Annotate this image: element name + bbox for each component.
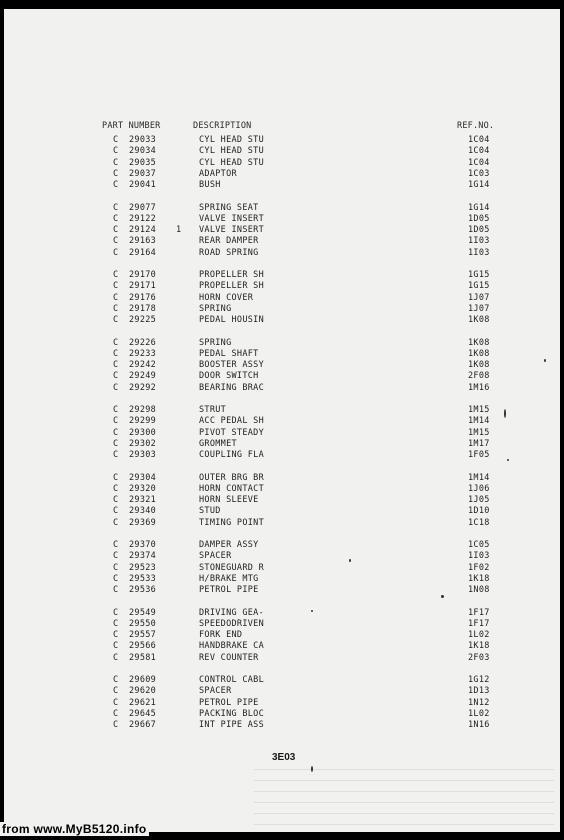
part-prefix: C xyxy=(113,428,119,438)
parts-row xyxy=(4,574,560,585)
part-prefix: C xyxy=(113,405,119,415)
part-number: 29164 xyxy=(129,248,157,258)
part-prefix: C xyxy=(113,585,119,595)
scan-speck xyxy=(544,359,546,362)
parts-row xyxy=(4,236,560,247)
part-prefix: C xyxy=(113,349,119,359)
ref-number: 1M16 xyxy=(468,383,490,393)
part-number: 29035 xyxy=(129,158,157,168)
part-description: PEDAL SHAFT xyxy=(199,349,259,359)
part-number: 29523 xyxy=(129,563,157,573)
part-prefix: C xyxy=(113,214,119,224)
ref-number: 1M15 xyxy=(468,405,490,415)
part-prefix: C xyxy=(113,495,119,505)
part-description: CYL HEAD STU xyxy=(199,135,265,145)
part-description: REV COUNTER xyxy=(199,653,259,663)
parts-row xyxy=(4,248,560,259)
parts-row xyxy=(4,293,560,304)
ref-number: 1K08 xyxy=(468,315,490,325)
part-description: SPACER xyxy=(199,686,232,696)
ref-number: 1K08 xyxy=(468,360,490,370)
part-description: PETROL PIPE xyxy=(199,698,259,708)
part-number: 29163 xyxy=(129,236,157,246)
part-number: 29620 xyxy=(129,686,157,696)
part-prefix: C xyxy=(113,450,119,460)
part-prefix: C xyxy=(113,270,119,280)
source-watermark: from www.MyB5120.info xyxy=(2,822,147,836)
part-prefix: C xyxy=(113,383,119,393)
part-number: 29302 xyxy=(129,439,157,449)
ref-number: 1N16 xyxy=(468,720,490,730)
ref-number: 1F02 xyxy=(468,563,490,573)
parts-row xyxy=(4,698,560,709)
ref-number: 1I03 xyxy=(468,551,490,561)
part-description: SPRING SEAT xyxy=(199,203,259,213)
ref-number: 1K18 xyxy=(468,641,490,651)
part-description: CYL HEAD STU xyxy=(199,146,265,156)
part-number: 29249 xyxy=(129,371,157,381)
part-description: DRIVING GEA- xyxy=(199,608,265,618)
ref-number: 1I03 xyxy=(468,236,490,246)
parts-row xyxy=(4,158,560,169)
part-number: 29033 xyxy=(129,135,157,145)
parts-row xyxy=(4,405,560,416)
part-description: CYL HEAD STU xyxy=(199,158,265,168)
ref-number: 1M15 xyxy=(468,428,490,438)
part-prefix: C xyxy=(113,146,119,156)
ref-number: 1C04 xyxy=(468,158,490,168)
ref-number: 1C04 xyxy=(468,135,490,145)
ref-number: 1K08 xyxy=(468,349,490,359)
part-number: 29303 xyxy=(129,450,157,460)
part-number: 29566 xyxy=(129,641,157,651)
part-prefix: C xyxy=(113,484,119,494)
part-description: HORN COVER xyxy=(199,293,254,303)
part-description: STUD xyxy=(199,506,221,516)
part-description: SPEEDODRIVEN xyxy=(199,619,265,629)
page-code: 3E03 xyxy=(272,752,296,763)
part-prefix: C xyxy=(113,236,119,246)
parts-row xyxy=(4,653,560,664)
part-description: HANDBRAKE CA xyxy=(199,641,265,651)
part-prefix: C xyxy=(113,518,119,528)
part-description: VALVE INSERT xyxy=(199,225,265,235)
ref-number: 1N12 xyxy=(468,698,490,708)
scan-speck xyxy=(504,409,506,418)
ref-number: 1C18 xyxy=(468,518,490,528)
part-prefix: C xyxy=(113,180,119,190)
ref-number: 1F05 xyxy=(468,450,490,460)
parts-row xyxy=(4,551,560,562)
part-number: 29374 xyxy=(129,551,157,561)
parts-row xyxy=(4,540,560,551)
part-number: 29299 xyxy=(129,416,157,426)
part-number: 29298 xyxy=(129,405,157,415)
parts-row xyxy=(4,428,560,439)
part-number: 29225 xyxy=(129,315,157,325)
ref-number: 1G15 xyxy=(468,270,490,280)
part-prefix: C xyxy=(113,439,119,449)
ref-number: 1M14 xyxy=(468,473,490,483)
bleed-through-text xyxy=(254,765,554,825)
part-description: H/BRAKE MTG xyxy=(199,574,259,584)
ref-number: 1J07 xyxy=(468,293,490,303)
parts-row xyxy=(4,709,560,720)
part-prefix: C xyxy=(113,135,119,145)
ref-number: 1C04 xyxy=(468,146,490,156)
scan-speck xyxy=(349,559,351,562)
part-description: STRUT xyxy=(199,405,227,415)
parts-row xyxy=(4,225,560,236)
parts-row xyxy=(4,281,560,292)
parts-row xyxy=(4,146,560,157)
part-number: 29304 xyxy=(129,473,157,483)
part-description: PIVOT STEADY xyxy=(199,428,265,438)
part-prefix: C xyxy=(113,371,119,381)
part-description: DAMPER ASSY xyxy=(199,540,259,550)
part-prefix: C xyxy=(113,720,119,730)
part-number: 29037 xyxy=(129,169,157,179)
ref-number: 1F17 xyxy=(468,608,490,618)
part-number: 29292 xyxy=(129,383,157,393)
parts-row xyxy=(4,585,560,596)
part-number: 29077 xyxy=(129,203,157,213)
part-description: ROAD SPRING xyxy=(199,248,259,258)
part-prefix: C xyxy=(113,293,119,303)
ref-number: 1I03 xyxy=(468,248,490,258)
part-prefix: C xyxy=(113,338,119,348)
parts-row xyxy=(4,270,560,281)
part-number: 29226 xyxy=(129,338,157,348)
part-number: 29242 xyxy=(129,360,157,370)
part-description: STONEGUARD R xyxy=(199,563,265,573)
ref-number: 1F17 xyxy=(468,619,490,629)
part-number: 29122 xyxy=(129,214,157,224)
part-number: 29549 xyxy=(129,608,157,618)
ref-number: 1J07 xyxy=(468,304,490,314)
ref-number: 1K18 xyxy=(468,574,490,584)
scan-speck xyxy=(311,610,313,612)
quantity: 1 xyxy=(176,225,182,235)
part-prefix: C xyxy=(113,630,119,640)
parts-row xyxy=(4,675,560,686)
part-number: 29609 xyxy=(129,675,157,685)
part-prefix: C xyxy=(113,360,119,370)
header-part-number: PART NUMBER xyxy=(102,121,161,131)
ref-number: 1G14 xyxy=(468,180,490,190)
parts-row xyxy=(4,686,560,697)
parts-row xyxy=(4,360,560,371)
scan-speck xyxy=(507,459,509,461)
part-number: 29300 xyxy=(129,428,157,438)
parts-row xyxy=(4,720,560,731)
part-description: COUPLING FLA xyxy=(199,450,265,460)
part-prefix: C xyxy=(113,709,119,719)
parts-row xyxy=(4,563,560,574)
part-description: GROMMET xyxy=(199,439,237,449)
part-description: SPRING xyxy=(199,338,232,348)
part-description: PEDAL HOUSIN xyxy=(199,315,265,325)
part-description: VALVE INSERT xyxy=(199,214,265,224)
ref-number: 1D05 xyxy=(468,225,490,235)
part-prefix: C xyxy=(113,551,119,561)
part-prefix: C xyxy=(113,540,119,550)
part-number: 29321 xyxy=(129,495,157,505)
parts-row xyxy=(4,315,560,326)
part-prefix: C xyxy=(113,698,119,708)
part-number: 29581 xyxy=(129,653,157,663)
ref-number: 1D13 xyxy=(468,686,490,696)
part-description: PETROL PIPE xyxy=(199,585,259,595)
part-description: OUTER BRG BR xyxy=(199,473,265,483)
parts-row xyxy=(4,416,560,427)
part-number: 29370 xyxy=(129,540,157,550)
part-number: 29369 xyxy=(129,518,157,528)
parts-row xyxy=(4,473,560,484)
part-number: 29340 xyxy=(129,506,157,516)
ref-number: 1G15 xyxy=(468,281,490,291)
part-number: 29320 xyxy=(129,484,157,494)
part-description: BEARING BRAC xyxy=(199,383,265,393)
part-prefix: C xyxy=(113,641,119,651)
parts-row xyxy=(4,506,560,517)
part-number: 29176 xyxy=(129,293,157,303)
ref-number: 1L02 xyxy=(468,709,490,719)
part-prefix: C xyxy=(113,416,119,426)
part-description: BOOSTER ASSY xyxy=(199,360,265,370)
part-number: 29124 xyxy=(129,225,157,235)
part-prefix: C xyxy=(113,315,119,325)
parts-row xyxy=(4,349,560,360)
ref-number: 1D05 xyxy=(468,214,490,224)
ref-number: 1K08 xyxy=(468,338,490,348)
part-number: 29170 xyxy=(129,270,157,280)
part-description: HORN SLEEVE xyxy=(199,495,259,505)
part-number: 29233 xyxy=(129,349,157,359)
parts-row xyxy=(4,495,560,506)
part-prefix: C xyxy=(113,225,119,235)
parts-row xyxy=(4,338,560,349)
part-description: ACC PEDAL SH xyxy=(199,416,265,426)
part-prefix: C xyxy=(113,248,119,258)
parts-row xyxy=(4,439,560,450)
part-description: PACKING BLOC xyxy=(199,709,265,719)
part-number: 29621 xyxy=(129,698,157,708)
header-ref-no: REF.NO. xyxy=(457,121,495,131)
part-prefix: C xyxy=(113,653,119,663)
scan-speck xyxy=(441,595,444,598)
parts-row xyxy=(4,518,560,529)
parts-row xyxy=(4,304,560,315)
ref-number: 1G14 xyxy=(468,203,490,213)
part-description: REAR DAMPER xyxy=(199,236,259,246)
part-prefix: C xyxy=(113,506,119,516)
parts-row xyxy=(4,203,560,214)
part-prefix: C xyxy=(113,675,119,685)
part-prefix: C xyxy=(113,686,119,696)
ref-number: 1C03 xyxy=(468,169,490,179)
part-prefix: C xyxy=(113,574,119,584)
ref-number: 1C05 xyxy=(468,540,490,550)
part-description: PROPELLER SH xyxy=(199,270,265,280)
part-description: FORK END xyxy=(199,630,243,640)
part-prefix: C xyxy=(113,158,119,168)
parts-row xyxy=(4,630,560,641)
part-description: DOOR SWITCH xyxy=(199,371,259,381)
ref-number: 2F08 xyxy=(468,371,490,381)
parts-row xyxy=(4,214,560,225)
ref-number: 1N08 xyxy=(468,585,490,595)
parts-row xyxy=(4,180,560,191)
part-number: 29171 xyxy=(129,281,157,291)
parts-row xyxy=(4,641,560,652)
part-description: HORN CONTACT xyxy=(199,484,265,494)
microfiche-page xyxy=(4,9,560,832)
ref-number: 1J05 xyxy=(468,495,490,505)
part-prefix: C xyxy=(113,203,119,213)
part-prefix: C xyxy=(113,169,119,179)
part-number: 29557 xyxy=(129,630,157,640)
ref-number: 1L02 xyxy=(468,630,490,640)
parts-row xyxy=(4,619,560,630)
part-number: 29178 xyxy=(129,304,157,314)
scan-speck xyxy=(311,766,313,772)
parts-row xyxy=(4,135,560,146)
part-description: SPACER xyxy=(199,551,232,561)
parts-row xyxy=(4,450,560,461)
part-prefix: C xyxy=(113,281,119,291)
parts-row xyxy=(4,484,560,495)
ref-number: 1M17 xyxy=(468,439,490,449)
ref-number: 1J06 xyxy=(468,484,490,494)
part-number: 29536 xyxy=(129,585,157,595)
part-number: 29533 xyxy=(129,574,157,584)
part-prefix: C xyxy=(113,619,119,629)
part-description: CONTROL CABL xyxy=(199,675,265,685)
parts-row xyxy=(4,608,560,619)
parts-row xyxy=(4,371,560,382)
part-description: SPRING xyxy=(199,304,232,314)
part-number: 29667 xyxy=(129,720,157,730)
part-number: 29041 xyxy=(129,180,157,190)
parts-row xyxy=(4,169,560,180)
part-number: 29550 xyxy=(129,619,157,629)
ref-number: 1M14 xyxy=(468,416,490,426)
part-prefix: C xyxy=(113,473,119,483)
part-description: INT PIPE ASS xyxy=(199,720,265,730)
parts-row xyxy=(4,383,560,394)
part-prefix: C xyxy=(113,608,119,618)
ref-number: 1G12 xyxy=(468,675,490,685)
ref-number: 2F03 xyxy=(468,653,490,663)
part-prefix: C xyxy=(113,304,119,314)
part-prefix: C xyxy=(113,563,119,573)
part-description: BUSH xyxy=(199,180,221,190)
part-number: 29645 xyxy=(129,709,157,719)
part-description: PROPELLER SH xyxy=(199,281,265,291)
header-description: DESCRIPTION xyxy=(193,121,252,131)
part-description: ADAPTOR xyxy=(199,169,237,179)
part-number: 29034 xyxy=(129,146,157,156)
part-description: TIMING POINT xyxy=(199,518,265,528)
ref-number: 1D10 xyxy=(468,506,490,516)
